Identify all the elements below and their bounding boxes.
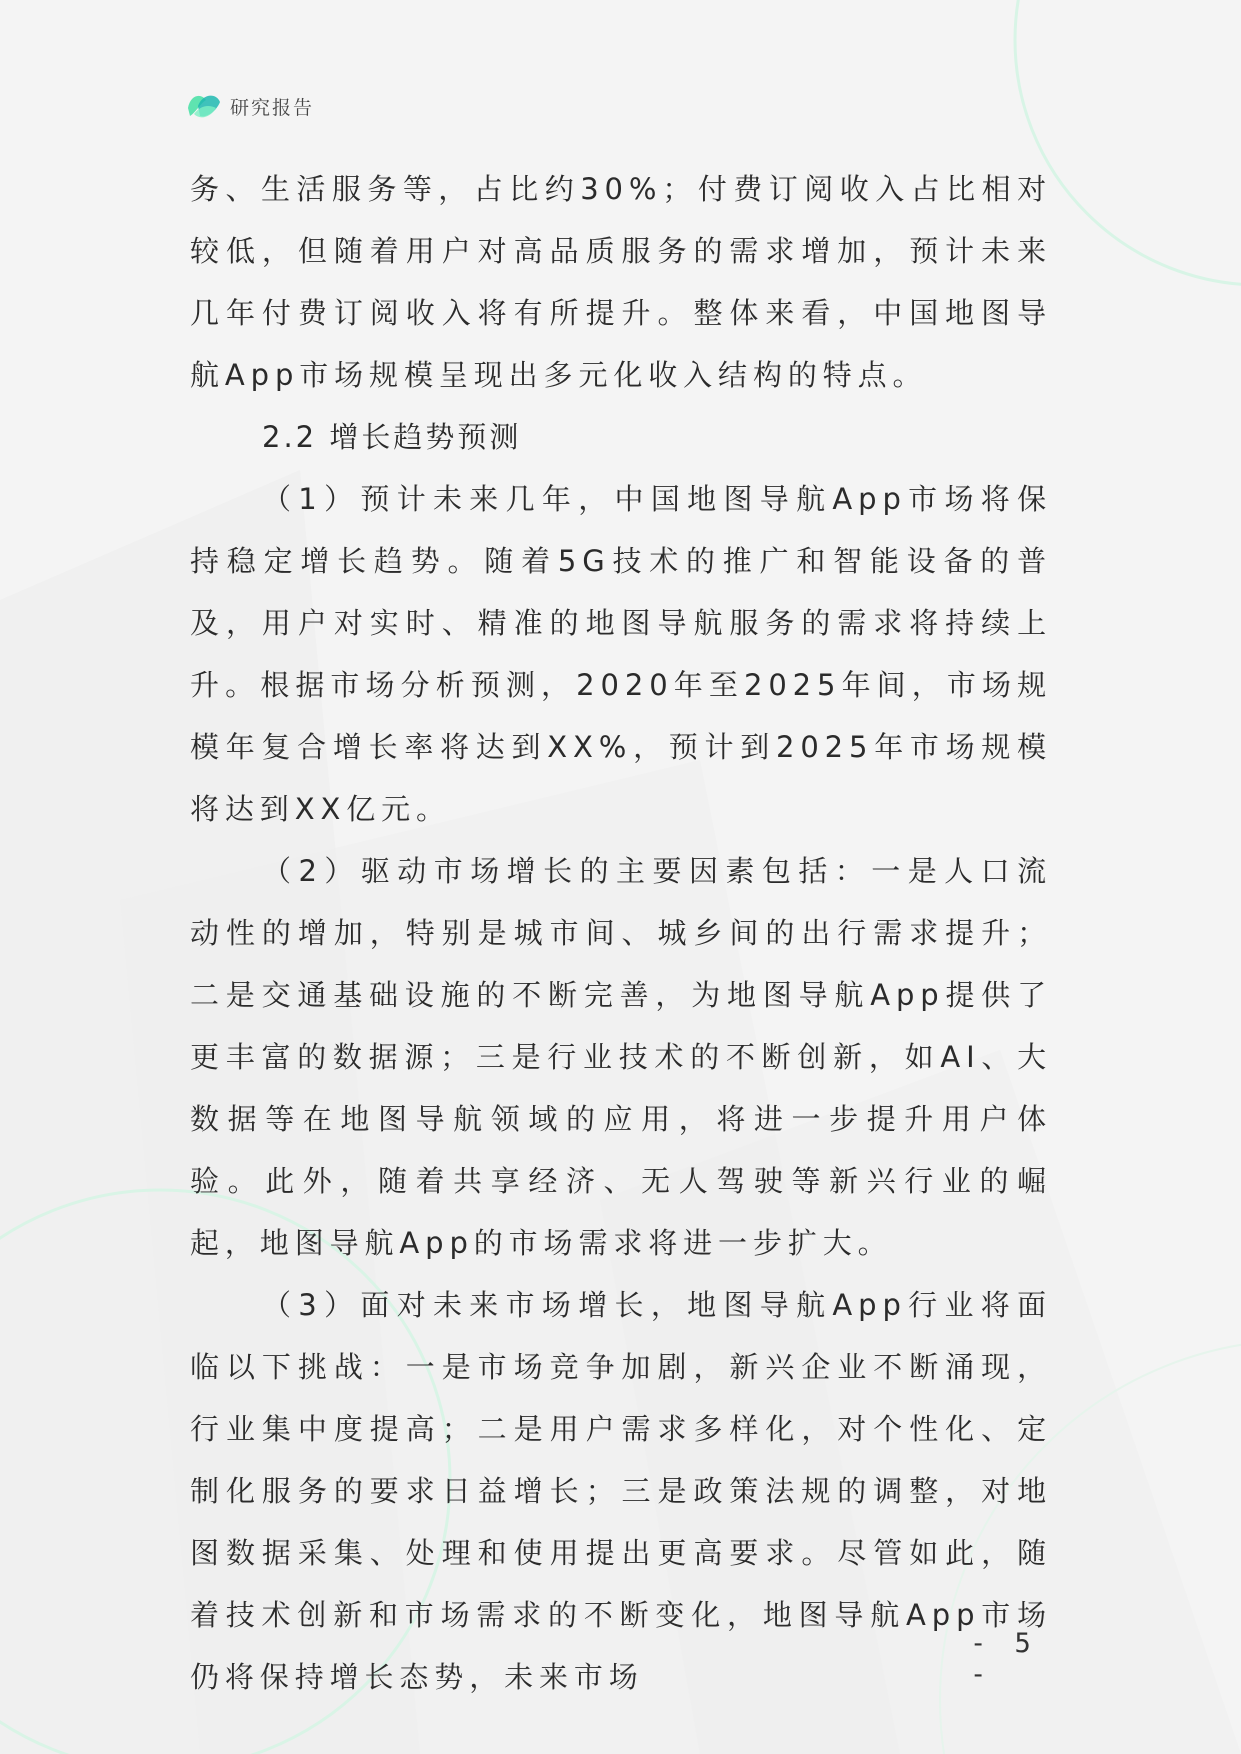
report-header (186, 88, 314, 124)
page-number: - 5 - (970, 1628, 1037, 1690)
paragraph-1: （1）预计未来几年，中国地图导航App市场将保持稳定增长趋势。随着5G技术的推广和智能设备的普及，用户对实时、精准的地图导航服务的需求将持续上升。根据市场分析预测，2020年至2025年间，市场规模年复合增长率将达到XX%，预计到2025年市场规模将达到XX亿元。 (190, 482, 1052, 826)
paragraph-intro: 务、生活服务等，占比约30%；付费订阅收入占比相对较低，但随着用户对高品质服务的需求增加，预计未来几年付费订阅收入将有所提升。整体来看，中国地图导航App市场规模呈现出多元化收入结构的特点。 (190, 172, 1052, 392)
section-heading: 2.2 增长趋势预测 (262, 420, 522, 454)
report-body (190, 158, 1052, 1708)
green-leaf-logo-icon (186, 90, 222, 122)
paragraph-2: （2）驱动市场增长的主要因素包括：一是人口流动性的增加，特别是城市间、城乡间的出行需求提升；二是交通基础设施的不断完善，为地图导航App提供了更丰富的数据源；三是行业技术的不断创新，如AI、大数据等在地图导航领域的应用，将进一步提升用户体验。此外，随着共享经济、无人驾驶等新兴行业的崛起，地图导航App的市场需求将进一步扩大。 (190, 854, 1052, 1260)
paragraph-3: （3）面对未来市场增长，地图导航App行业将面临以下挑战：一是市场竞争加剧，新兴企业不断涌现，行业集中度提高；二是用户需求多样化，对个性化、定制化服务的要求日益增长；三是政策法规的调整，对地图数据采集、处理和使用提出更高要求。尽管如此，随着技术创新和市场需求的不断变化，地图导航App市场仍将保持增长态势，未来市场 (190, 1288, 1052, 1694)
header-title: 研究报告 (230, 96, 315, 119)
